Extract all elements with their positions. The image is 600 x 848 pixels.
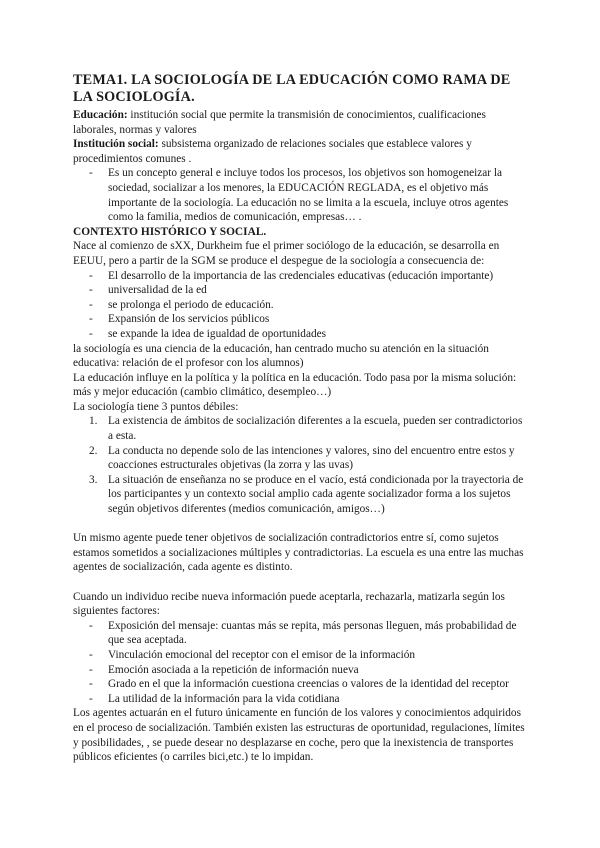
definition-institucion-social: [73, 137, 528, 166]
list-item: - El desarrollo de la importancia de las credenciales educativas (educación importante): [89, 269, 494, 282]
factors-bullet-list: [73, 619, 528, 707]
spacer: [73, 575, 528, 590]
weak-points-intro: La sociología tiene 3 puntos débiles:: [73, 400, 239, 413]
final-paragraph: Los agentes actuarán en el futuro únicamente en función de los valores y conocimientos adquiridos en el proceso de socialización. También existen las estructuras de oportunidad, regulaciones, límites y posibilidades, , se puede desear no desplazarse en coche, pero que la inexistencia de transportes públicos eficientes (o carriles bici,etc.) te lo impidan.: [73, 707, 525, 764]
section-heading: CONTEXTO HISTÓRICO Y SOCIAL.: [73, 225, 267, 238]
list-item: - Es un concepto general e incluye todos los procesos, los objetivos son homogeneizar la sociedad, socializar a los menores, la EDUCACIÓN REGLADA, es el objetivo más importante de la sociología. La educación no se limita a la escuela, incluye otros agentes como la familia, medios de comunicación, empresas… .: [89, 167, 509, 224]
history-paragraph: Nace al comienzo de sXX, Durkheim fue el primer sociólogo de la educación, se desarrolla en EEUU, pero a partir de la SGM se produce el despegue de la sociología a consecuencia de:: [73, 240, 500, 267]
document-title: TEMA1. LA SOCIOLOGÍA DE LA EDUCACIÓN COMO RAMA DE LA SOCIOLOGÍA.: [73, 72, 511, 105]
list-item: 1. La existencia de ámbitos de socialización diferentes a la escuela, pueden ser contradictorios a esta.: [89, 415, 523, 443]
definition-educacion: [73, 108, 528, 137]
list-item: 3. La situación de enseñanza no se produce en el vacío, está condicionada por la trayectoria de los participantes y un contexto social amplio cada agente socializador forma a los sujetos según objetivos diferentes (medios comunicación, amigos…): [89, 473, 524, 516]
politics-paragraph: La educación influye en la política y la política en la educación. Todo pasa por la misma solución: más y mejor educación (cambio climático, desempleo…): [73, 371, 517, 399]
science-paragraph: la sociología es una ciencia de la educación, han centrado mucho su atención en la situación educativa: relación de el profesor con los alumnos): [73, 342, 489, 370]
agents-paragraph: Un mismo agente puede tener objetivos de socialización contradictorios entre sí, como sujetos estamos sometidos a socializaciones múltiples y contradictorias. La escuela es una entre las muchas agentes de socialización, cada agente es distinto.: [73, 532, 524, 574]
list-item: - se expande la idea de igualdad de oportunidades: [89, 327, 327, 340]
list-item: - Grado en el que la información cuestiona creencias o valores de la identidad del receptor: [89, 678, 509, 691]
definition-text: institución social que permite la transmisión de conocimientos, cualificaciones laborales, normas y valores: [73, 109, 486, 136]
list-item: - universalidad de la ed: [89, 284, 207, 297]
list-item: - La utilidad de la información para la vida cotidiana: [89, 692, 340, 705]
document-page: [73, 72, 528, 765]
info-paragraph: Cuando un individuo recibe nueva información puede aceptarla, rechazarla, matizarla según los siguientes factores:: [73, 590, 505, 618]
definition-text: subsistema organizado de relaciones sociales que establece valores y procedimientos comunes .: [73, 138, 472, 165]
weak-points-list: [73, 414, 528, 516]
list-item: - Emoción asociada a la repetición de información nueva: [89, 663, 359, 676]
definition-term: Educación:: [73, 109, 128, 121]
list-item: - Exposición del mensaje: cuantas más se repita, más personas lleguen, más probabilidad de que sea aceptada.: [89, 619, 517, 647]
list-item: - Vinculación emocional del receptor con el emisor de la información: [89, 648, 416, 661]
list-item: - se prolonga el periodo de educación.: [89, 298, 274, 311]
definition-term: Institución social:: [73, 138, 159, 151]
intro-bullet-list: [73, 166, 528, 224]
history-bullet-list: [73, 269, 528, 342]
list-item: - Expansión de los servicios públicos: [89, 313, 270, 326]
spacer: [73, 517, 528, 532]
list-item: 2. La conducta no depende solo de las intenciones y valores, sino del encuentro entre estos y coacciones estructurales objetivas (la zorra y las uvas): [89, 444, 515, 472]
